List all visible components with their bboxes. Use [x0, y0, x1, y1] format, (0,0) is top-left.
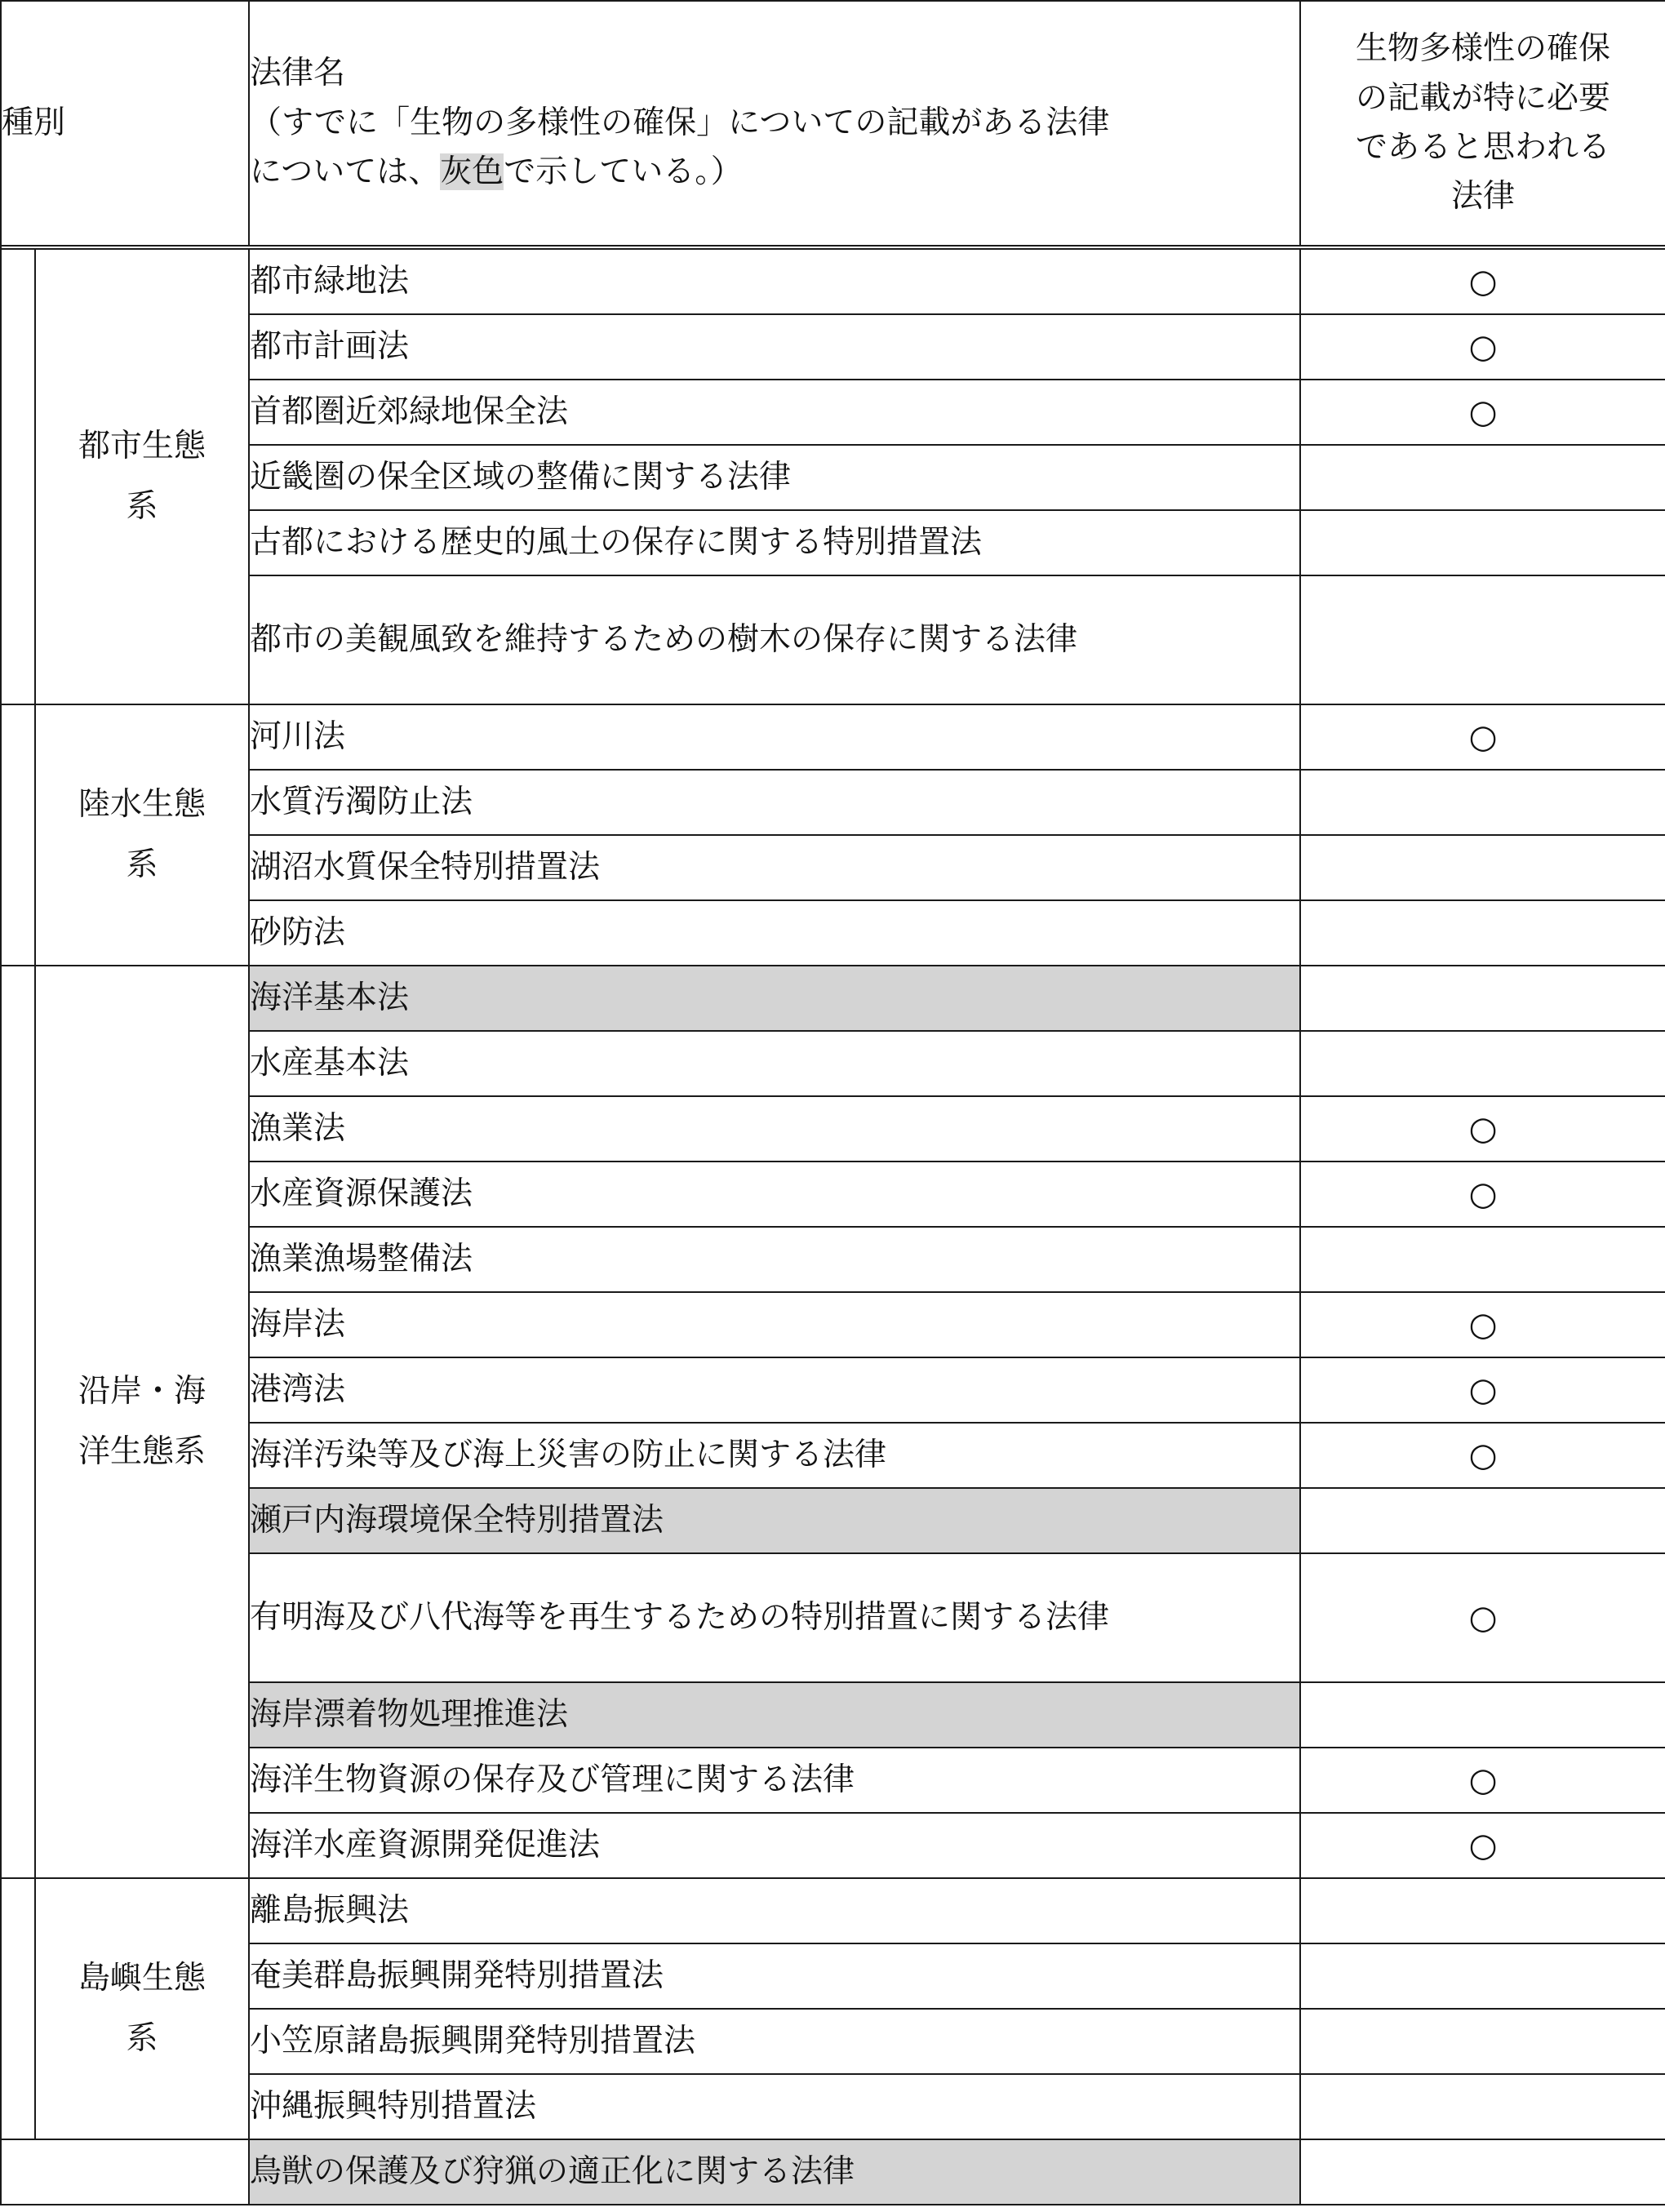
header-row [1, 1, 1665, 246]
mark-cell: ○ [1300, 1553, 1665, 1682]
header-mark-line-3: であると思われる [1356, 129, 1611, 166]
mark-cell: ○ [1300, 1748, 1665, 1813]
law-name-cell: 砂防法 [249, 900, 1300, 966]
mark-cell: ○ [1300, 1162, 1665, 1227]
table-row [1, 2009, 1665, 2074]
table-row [1, 2074, 1665, 2139]
table-row [1, 1031, 1665, 1096]
groups-body [1, 249, 1665, 2205]
law-name-cell: 古都における歴史的風土の保存に関する特別措置法 [249, 510, 1300, 575]
law-name-cell: 瀬戸内海環境保全特別措置法 [249, 1488, 1300, 1553]
table-row [1, 1488, 1665, 1553]
mark-cell: ○ [1300, 704, 1665, 770]
mark-cell [1300, 1682, 1665, 1748]
law-name-cell: 海岸法 [249, 1292, 1300, 1357]
group-name-line-2: 系 [126, 846, 158, 883]
law-name-cell: 海洋水産資源開発促進法 [249, 1813, 1300, 1878]
header-law-note-2-post: で示している。） [504, 153, 743, 191]
mark-cell [1300, 2074, 1665, 2139]
mark-cell: ○ [1300, 1292, 1665, 1357]
table-row [1, 1553, 1665, 1682]
table-row [1, 1748, 1665, 1813]
mark-cell: ○ [1300, 1423, 1665, 1488]
empty-kind-cell [1, 2139, 249, 2205]
header-mark-line-4: 法律 [1451, 178, 1516, 215]
mark-cell: ○ [1300, 380, 1665, 445]
table-row [1, 575, 1665, 704]
table-row [1, 1292, 1665, 1357]
law-name-cell: 河川法 [249, 704, 1300, 770]
group-margin [1, 966, 35, 1878]
header-gray-word: 灰色 [440, 153, 504, 191]
mark-cell: ○ [1300, 1096, 1665, 1162]
mark-cell [1300, 1878, 1665, 1943]
table-row [1, 380, 1665, 445]
table-row [1, 704, 1665, 770]
mark-cell [1300, 2139, 1665, 2205]
group-name-line-1: 陸水生態 [78, 785, 206, 823]
mark-cell [1300, 1227, 1665, 1292]
group-name-line-1: 沿岸・海 [78, 1372, 206, 1410]
table-row [1, 966, 1665, 1031]
table-row [1, 510, 1665, 575]
mark-cell [1300, 1031, 1665, 1096]
table-row [1, 1357, 1665, 1423]
group-name-line-2: 系 [126, 2020, 158, 2057]
mark-cell: ○ [1300, 314, 1665, 380]
group-name [35, 704, 249, 966]
group-margin [1, 704, 35, 966]
law-name-cell: 都市の美観風致を維持するための樹木の保存に関する法律 [249, 575, 1300, 704]
law-name-cell: 湖沼水質保全特別措置法 [249, 835, 1300, 900]
law-name-cell: 海洋生物資源の保存及び管理に関する法律 [249, 1748, 1300, 1813]
group-margin [1, 249, 35, 704]
table-row [1, 770, 1665, 835]
group-name [35, 1878, 249, 2139]
law-name-cell: 小笠原諸島振興開発特別措置法 [249, 2009, 1300, 2074]
law-name-cell: 水質汚濁防止法 [249, 770, 1300, 835]
law-name-cell: 近畿圏の保全区域の整備に関する法律 [249, 445, 1300, 510]
mark-cell [1300, 835, 1665, 900]
header-mark [1300, 1, 1665, 246]
table-row [1, 1423, 1665, 1488]
law-name-cell: 水産資源保護法 [249, 1162, 1300, 1227]
table-row [1, 1682, 1665, 1748]
law-name-cell: 離島振興法 [249, 1878, 1300, 1943]
group-name-line-1: 都市生態 [78, 427, 206, 464]
table-row [1, 445, 1665, 510]
table-row [1, 1162, 1665, 1227]
table-row [1, 2139, 1665, 2205]
header-law-note-2-pre: については、 [250, 153, 441, 191]
law-name-cell: 奄美群島振興開発特別措置法 [249, 1943, 1300, 2009]
table-row [1, 314, 1665, 380]
header-mark-line-2: の記載が特に必要 [1356, 79, 1611, 117]
mark-cell [1300, 966, 1665, 1031]
mark-cell [1300, 510, 1665, 575]
law-name-cell: 海岸漂着物処理推進法 [249, 1682, 1300, 1748]
table-row [1, 1227, 1665, 1292]
header-kind: 種別 [1, 1, 249, 246]
law-name-cell: 港湾法 [249, 1357, 1300, 1423]
law-name-cell: 首都圏近郊緑地保全法 [249, 380, 1300, 445]
table-row [1, 1096, 1665, 1162]
mark-cell [1300, 770, 1665, 835]
law-name-cell: 都市緑地法 [249, 249, 1300, 314]
table-row [1, 1943, 1665, 2009]
table-row [1, 249, 1665, 314]
header-law-title: 法律名 [250, 55, 346, 92]
mark-cell [1300, 445, 1665, 510]
header-law-note-2 [250, 148, 1299, 197]
mark-cell [1300, 1943, 1665, 2009]
law-name-cell: 水産基本法 [249, 1031, 1300, 1096]
law-name-cell: 海洋汚染等及び海上災害の防止に関する法律 [249, 1423, 1300, 1488]
table-row [1, 1878, 1665, 1943]
law-name-cell: 有明海及び八代海等を再生するための特別措置に関する法律 [249, 1553, 1300, 1682]
law-name-cell: 鳥獣の保護及び狩猟の適正化に関する法律 [249, 2139, 1300, 2205]
mark-cell [1300, 575, 1665, 704]
group-name [35, 249, 249, 704]
group-margin [1, 1878, 35, 2139]
mark-cell: ○ [1300, 1357, 1665, 1423]
law-name-cell: 漁業漁場整備法 [249, 1227, 1300, 1292]
table-row [1, 835, 1665, 900]
header-law-name [249, 1, 1300, 246]
header-mark-line-1: 生物多様性の確保 [1356, 30, 1611, 68]
header-law-note-1: （すでに「生物の多様性の確保」についての記載がある法律 [250, 104, 1110, 141]
law-name-cell: 沖縄振興特別措置法 [249, 2074, 1300, 2139]
table-row [1, 1813, 1665, 1878]
group-name-line-2: 洋生態系 [78, 1433, 206, 1470]
table-row [1, 900, 1665, 966]
mark-cell [1300, 1488, 1665, 1553]
mark-cell [1300, 2009, 1665, 2074]
mark-cell: ○ [1300, 249, 1665, 314]
group-name-line-2: 系 [126, 488, 158, 525]
law-name-cell: 漁業法 [249, 1096, 1300, 1162]
group-name [35, 966, 249, 1878]
group-name-line-1: 島嶼生態 [78, 1959, 206, 1997]
mark-cell: ○ [1300, 1813, 1665, 1878]
mark-cell [1300, 900, 1665, 966]
law-name-cell: 海洋基本法 [249, 966, 1300, 1031]
law-name-cell: 都市計画法 [249, 314, 1300, 380]
